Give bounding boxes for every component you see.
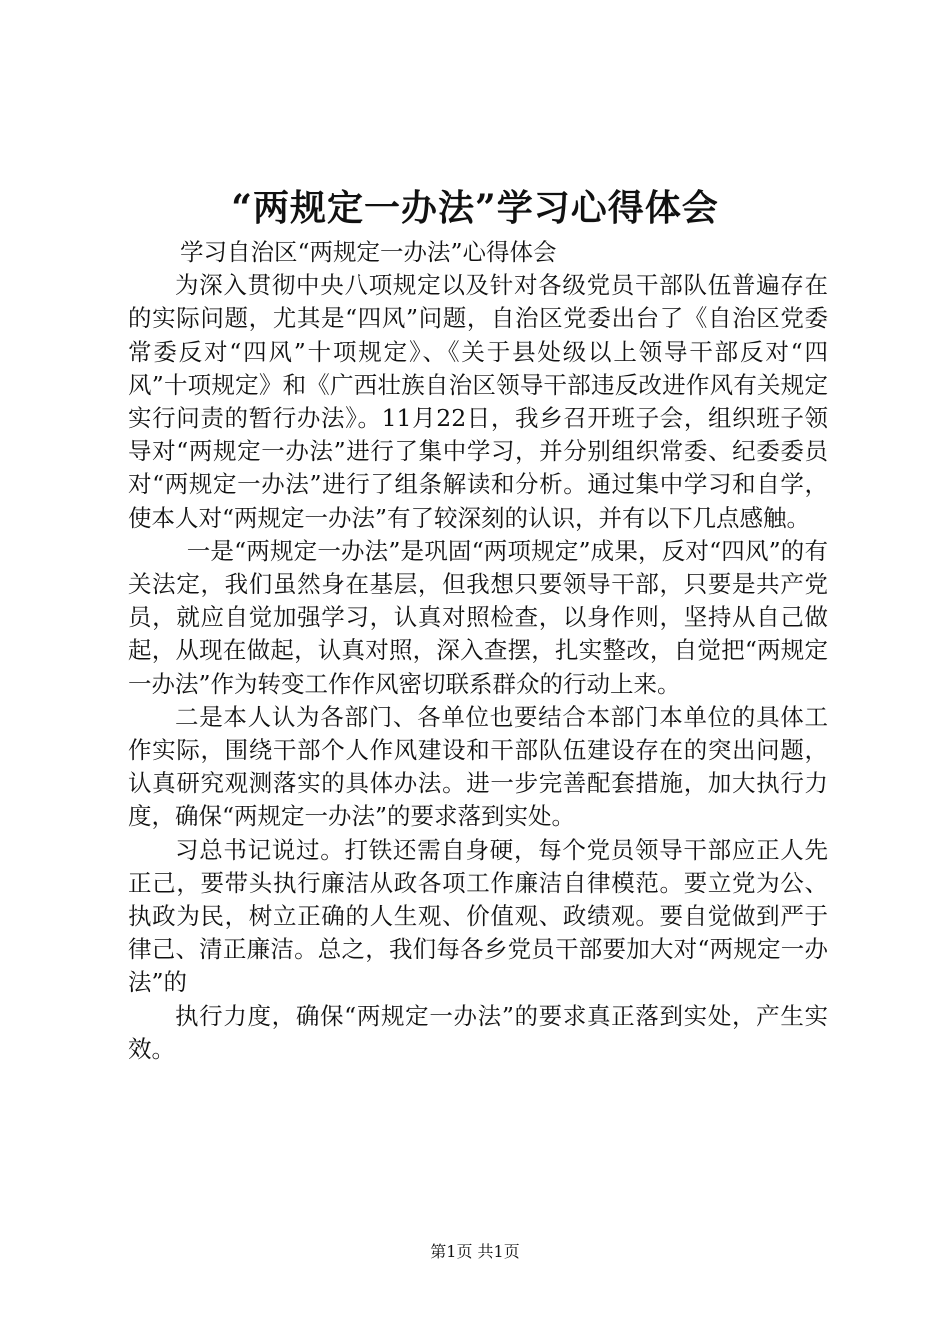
document-title: “两规定一办法”学习心得体会 <box>231 187 719 229</box>
paragraph-intro: 为深入贯彻中央八项规定以及针对各级党员干部队伍普遍存在的实际问题，尤其是“四风”问题，自治区党委出台了《自治区党委常委反对“四风”十项规定》、《关于县处级以上领导干部反对“四风”十项规定》和《广西壮族自治区领导干部违反改进作风有关规定实行问责的暂行办法》。11月22日，我乡召开班子会，组织班子领导对“两规定一办法”进行了集中学习，并分别组织常委、纪委委员对“两规定一办法”进行了组条解读和分析。通过集中学习和自学，使本人对“两规定一办法”有了较深刻的认识，并有以下几点感触。 <box>128 271 828 532</box>
paragraph-conclusion: 执行力度，确保“两规定一办法”的要求真正落到实处，产生实效。 <box>128 1001 828 1063</box>
paragraph-quote: 习总书记说过。打铁还需自身硬，每个党员领导干部应正人先正己，要带头执行廉洁从政各项工作廉洁自律模范。要立党为公、执政为民，树立正确的人生观、价值观、政绩观。要自觉做到严于律己、清正廉洁。总之，我们每各乡党员干部要加大对“两规定一办法”的 <box>128 835 828 997</box>
document-body <box>128 236 828 1066</box>
document-subtitle: 学习自治区“两规定一办法”心得体会 <box>180 238 557 266</box>
paragraph-point-one: 一是“两规定一办法”是巩固“两项规定”成果，反对“四风”的有关法定，我们虽然身在基层，但我想只要领导干部，只要是共产党员，就应自觉加强学习，认真对照检查，以身作则，坚持从自己做起，从现在做起，认真对照，深入查摆，扎实整改，自觉把“两规定一办法”作为转变工作作风密切联系群众的行动上来。 <box>128 536 828 698</box>
page-footer: 第1页 共1页 <box>430 1242 520 1261</box>
paragraph-point-two: 二是本人认为各部门、各单位也要结合本部门本单位的具体工作实际，围绕干部个人作风建设和干部队伍建设存在的突出问题，认真研究观测落实的具体办法。进一步完善配套措施，加大执行力度，确保“两规定一办法”的要求落到实处。 <box>128 702 828 831</box>
